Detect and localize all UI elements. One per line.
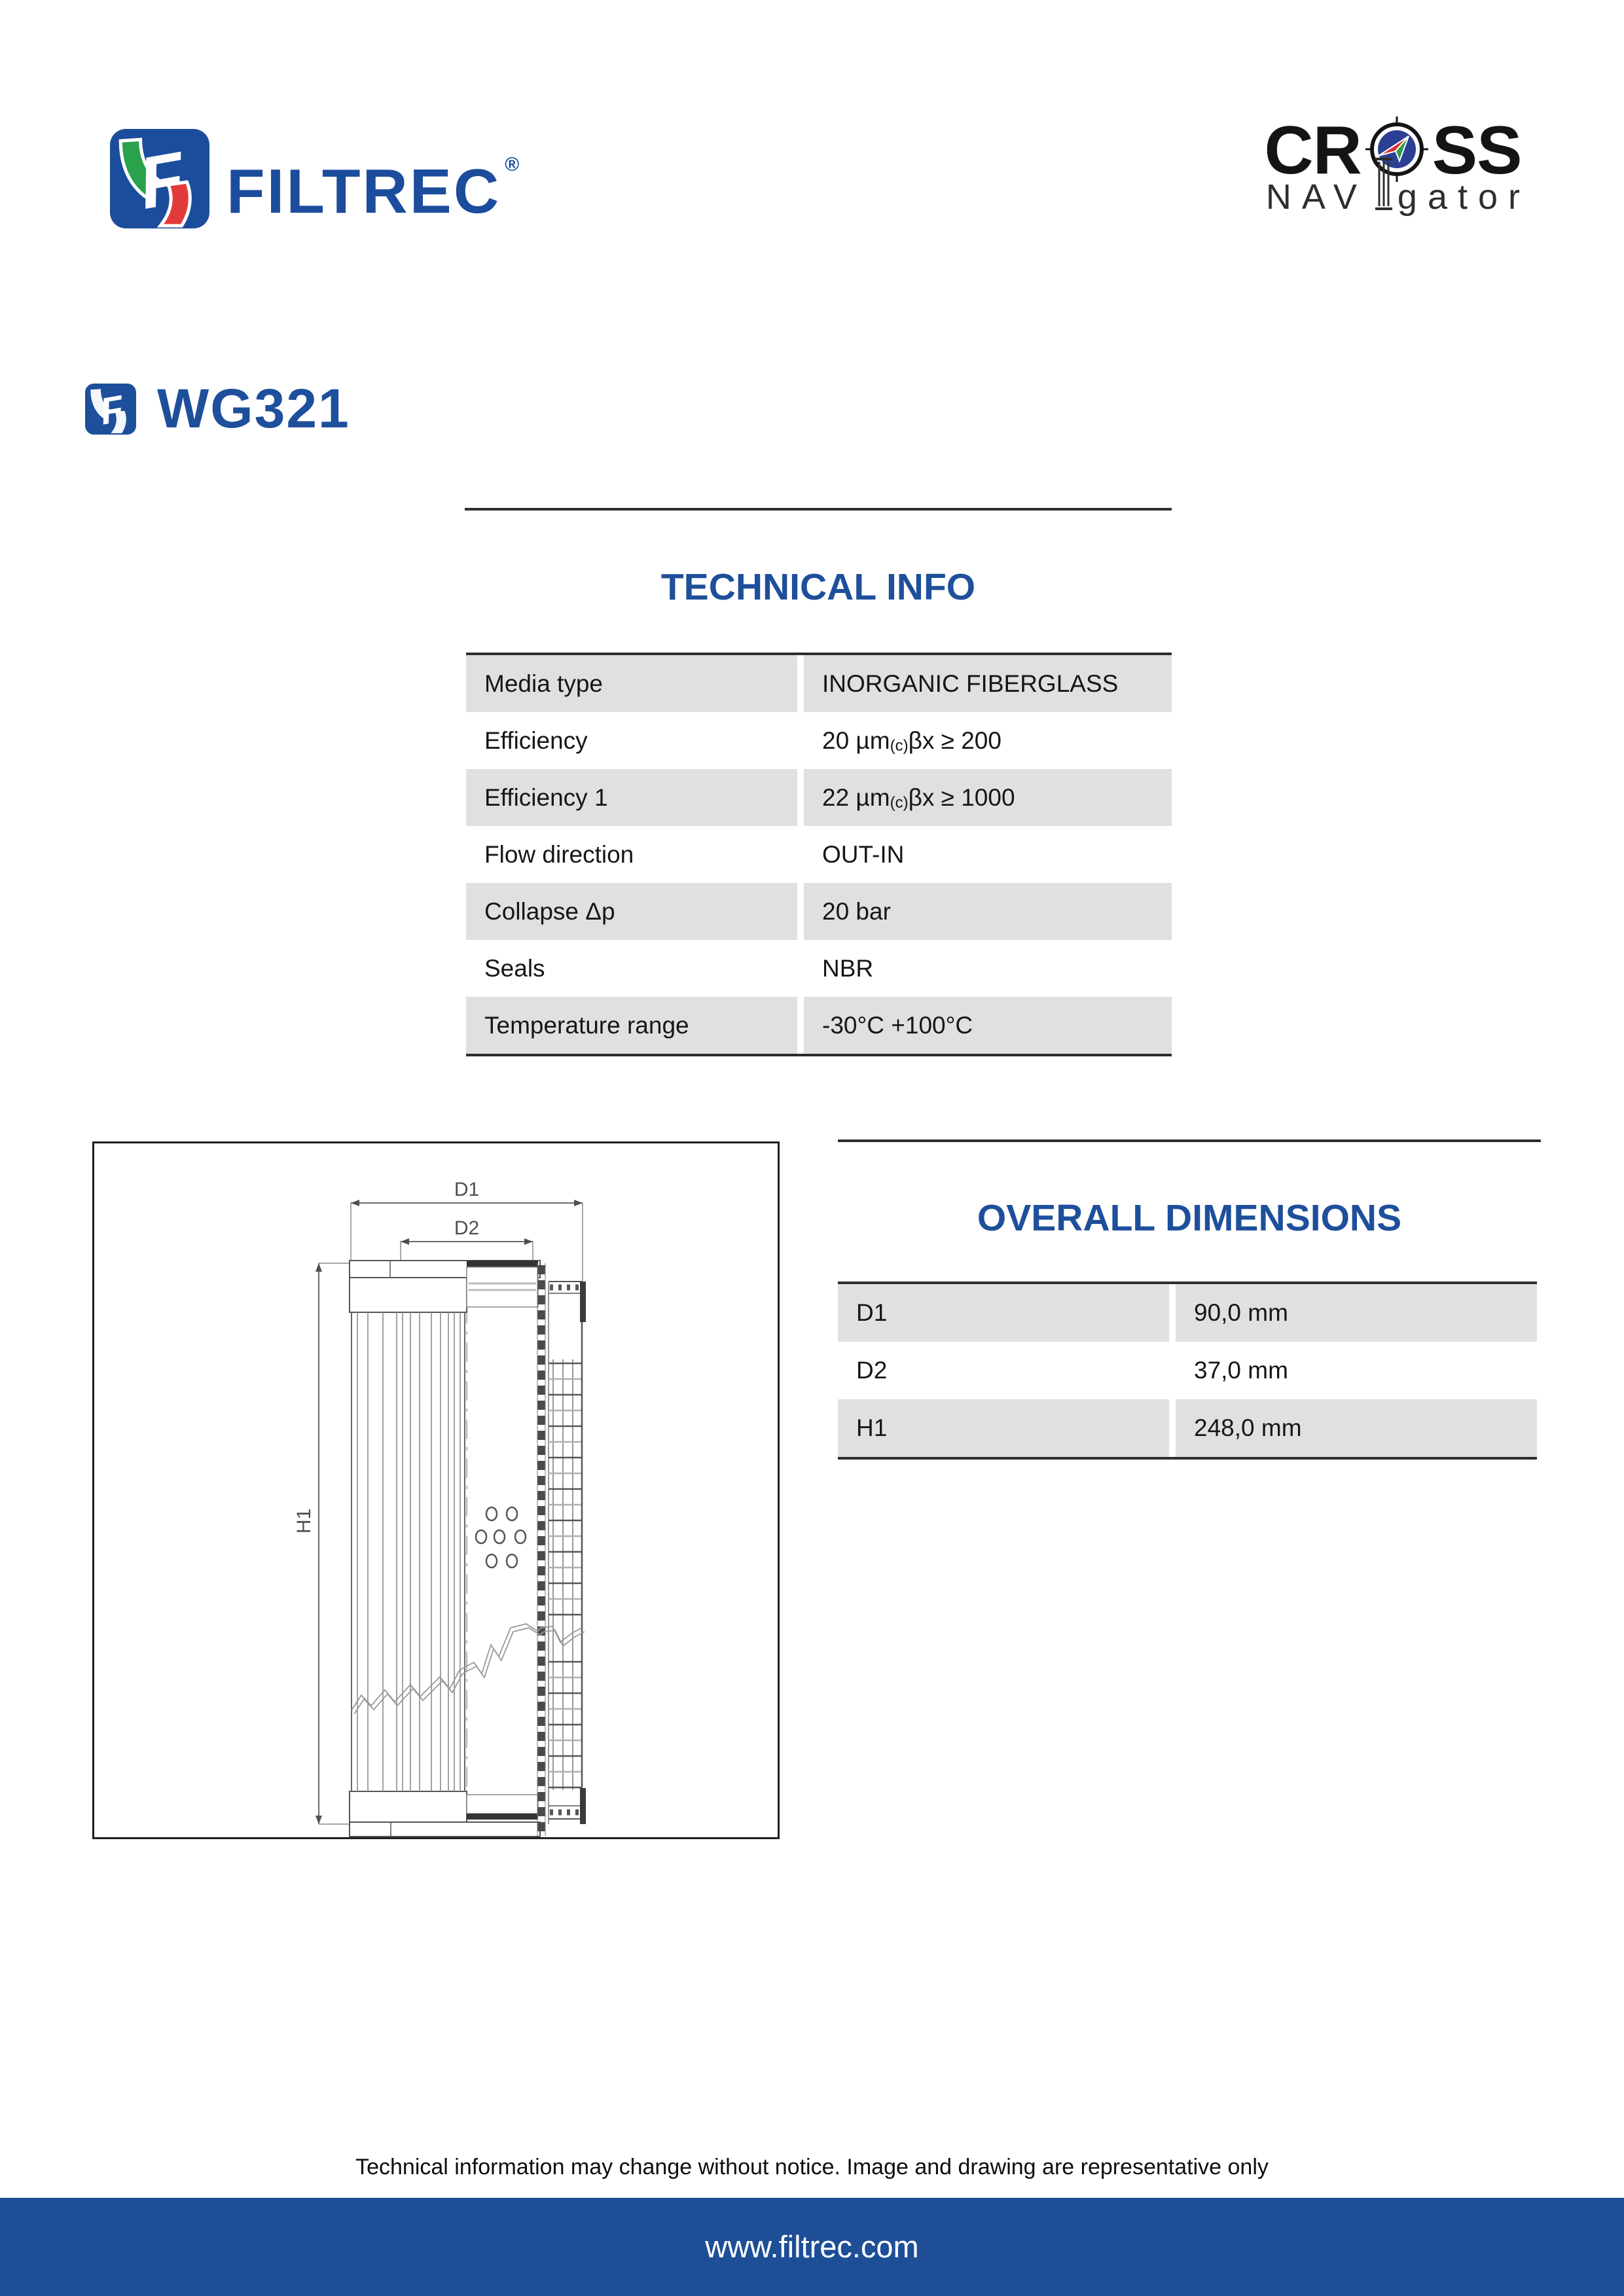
tech-info-heading: TECHNICAL INFO <box>660 566 976 608</box>
filtrec-wordmark: FILTREC ® <box>226 154 522 226</box>
row-value: INORGANIC FIBERGLASS <box>804 655 1172 712</box>
row-value: NBR <box>822 954 874 982</box>
row-label: D2 <box>856 1357 888 1384</box>
table-row <box>838 1284 1537 1342</box>
row-value: 22 µm (c) βx ≥ 1000 <box>804 769 1172 826</box>
filtrec-logo <box>110 115 521 242</box>
table-row <box>466 883 1172 940</box>
column-gap <box>1169 1399 1176 1457</box>
row-value: 20 bar <box>804 883 1172 940</box>
table-row <box>466 940 1172 997</box>
tech-info-rule <box>465 508 1172 511</box>
dimensions-table <box>838 1282 1537 1460</box>
table-row <box>466 655 1172 712</box>
column-gap <box>1169 1284 1176 1342</box>
product-code: WG321 <box>157 378 350 439</box>
row-label: Efficiency <box>484 726 588 754</box>
row-label: Flow direction <box>484 840 634 868</box>
website-link[interactable]: www.filtrec.com <box>705 2229 919 2264</box>
tech-info-table <box>466 653 1172 1056</box>
table-row <box>466 712 1172 769</box>
column-gap <box>797 769 804 826</box>
row-label: Media type <box>466 655 797 712</box>
table-row <box>838 1342 1537 1399</box>
row-value: 248,0 mm <box>1176 1399 1537 1457</box>
navigator-left: NAV <box>1265 177 1367 217</box>
footer-bar <box>0 2198 1624 2296</box>
column-icon <box>1371 152 1396 215</box>
column-gap <box>797 826 804 883</box>
row-label: H1 <box>838 1399 1169 1457</box>
column-gap <box>797 997 804 1054</box>
table-row <box>466 997 1172 1054</box>
disclaimer-text: Technical information may change without notice. Image and drawing are representative only <box>355 2155 1269 2179</box>
filtrec-logo-icon <box>110 129 209 228</box>
navigator-right: gator <box>1397 177 1530 217</box>
column-gap <box>797 712 804 769</box>
svg-text:F: F <box>132 135 191 224</box>
table-row <box>466 826 1172 883</box>
svg-text:F: F <box>96 387 127 433</box>
row-label: Temperature range <box>466 997 797 1054</box>
row-value: 90,0 mm <box>1176 1284 1537 1342</box>
dimensions-rule <box>838 1139 1541 1142</box>
technical-drawing-panel <box>92 1141 780 1839</box>
h1-dim-label: H1 <box>293 1508 315 1534</box>
registered-mark: ® <box>505 154 522 175</box>
row-label: Seals <box>484 954 545 982</box>
row-value: 20 µm (c) βx ≥ 200 <box>822 726 1001 755</box>
row-value: -30°C +100°C <box>804 997 1172 1054</box>
filter-element-drawing <box>94 1143 778 1837</box>
column-gap <box>797 883 804 940</box>
cross-title-right: SS <box>1432 113 1522 188</box>
column-gap <box>797 940 804 997</box>
cross-title-left: CR <box>1264 113 1362 188</box>
column-gap <box>797 655 804 712</box>
product-brand-icon <box>85 384 136 435</box>
d2-dim-label: D2 <box>454 1217 480 1239</box>
row-label: Efficiency 1 <box>466 769 797 826</box>
row-label: D1 <box>838 1284 1169 1342</box>
dimensions-heading: OVERALL DIMENSIONS <box>977 1197 1402 1239</box>
d1-dim-label: D1 <box>454 1179 480 1200</box>
product-title <box>85 377 350 440</box>
row-label: Collapse Δp <box>466 883 797 940</box>
row-value: OUT-IN <box>822 840 905 868</box>
table-row <box>466 769 1172 826</box>
navigator-subtitle <box>1255 177 1530 217</box>
column-gap <box>1169 1342 1176 1399</box>
table-row <box>838 1399 1537 1457</box>
cross-navigator-logo <box>1255 113 1530 217</box>
row-value: 37,0 mm <box>1194 1357 1288 1384</box>
